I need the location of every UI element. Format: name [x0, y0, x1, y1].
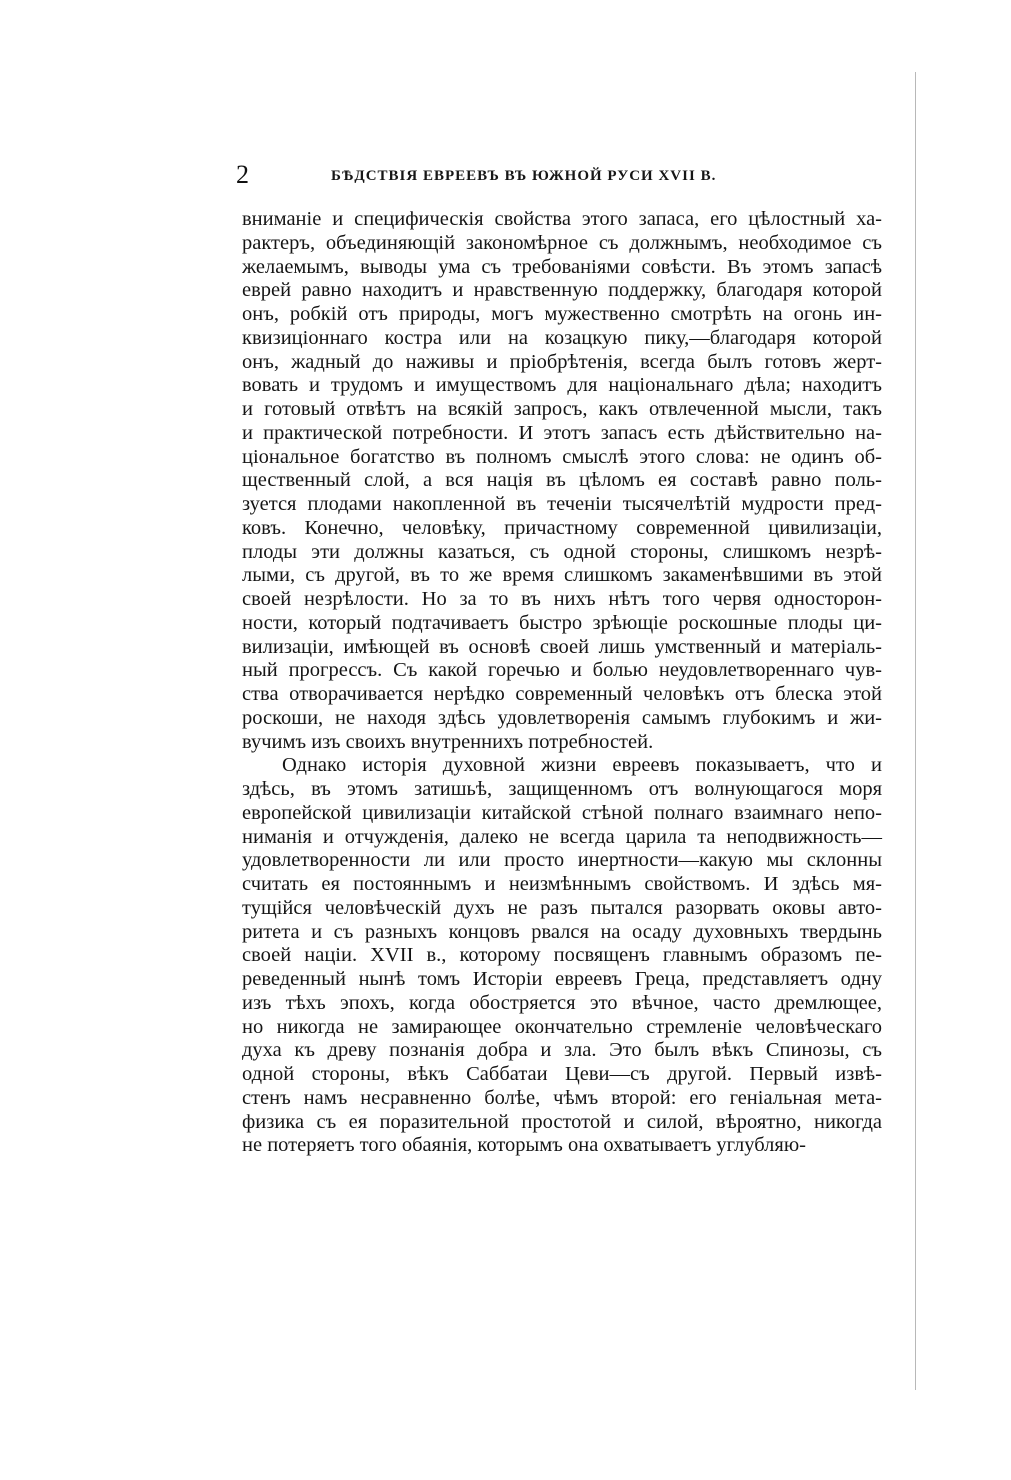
text-line: своей незрѣлости. Но за то въ нихъ нѣтъ того червя односторон- [242, 588, 882, 610]
text-line: роскоши, не находя здѣсь удовлетворенія самымъ глубокимъ и жи- [242, 706, 882, 729]
text-line: физика съ ея поразительной простотой и силой, вѣроятно, никогда [242, 1110, 882, 1133]
text-line: ства отворачивается нерѣдко современный человѣкъ отъ блеска этой [242, 683, 882, 705]
text-line: зуется плодами накопленной въ теченіи тысячелѣтій мудрости пред- [242, 493, 882, 515]
text-line: желаемымъ, выводы ума съ требованіями совѣсти. Въ этомъ запасѣ [242, 255, 882, 278]
text-line: реведенный нынѣ томъ Исторіи евреевъ Греца, представляетъ одну [242, 968, 882, 990]
text-line: и практической потребности. И этотъ запасъ есть дѣйствительно на- [242, 421, 882, 444]
text-line: еврей равно находитъ и нравственную поддержку, благодаря которой [242, 279, 882, 302]
text-line: считать ея постояннымъ и неизмѣннымъ свойствомъ. И здѣсь мя- [242, 873, 882, 895]
text-line: не потеряетъ того обаянія, которымъ она охватываетъ углубляю- [242, 1134, 806, 1157]
page-header [236, 160, 884, 190]
text-line: ціональное богатство въ полномъ смыслѣ этого слова: не одинъ об- [242, 445, 882, 468]
text-line: вилизаціи, имѣющей въ основѣ своей лишь умственный и матеріаль- [242, 635, 882, 658]
text-line: и готовый отвѣтъ на всякій запросъ, какъ отвлеченной мысли, такъ [242, 398, 882, 420]
text-line: онъ, жадный до наживы и пріобрѣтенія, всегда былъ готовъ жерт- [242, 350, 882, 373]
text-line: ный прогрессъ. Съ какой горечью и болью неудовлетвореннаго чув- [242, 659, 882, 682]
text-line: вниманіе и специфическія свойства этого запаса, его цѣлостный ха- [242, 208, 882, 230]
page-number: 2 [236, 160, 249, 189]
paragraph [242, 208, 882, 754]
text-line: ности, который подтачиваетъ быстро зрѣющіе роскошные плоды ци- [242, 611, 882, 634]
paragraph-container [242, 208, 882, 1158]
text-line: ниманія и отчужденія, далеко не всегда царила та неподвижность— [242, 825, 882, 848]
text-line: своей націи. XVII в., которому посвященъ главнымъ образомъ пе- [242, 944, 882, 967]
text-line: удовлетворенности ли или просто инертности—какую мы склонны [242, 849, 882, 872]
page-edge-line [915, 72, 916, 1390]
text-line: изъ тѣхъ эпохъ, когда обостряется это вѣчное, часто дремлющее, [242, 991, 882, 1014]
text-line: лыми, съ другой, въ то же время слишкомъ закаменѣвшими въ этой [242, 564, 882, 587]
text-line: ритета и съ разныхъ концовъ рвался на осаду духовныхъ твердынь [242, 920, 882, 943]
text-line: вучимъ изъ своихъ внутреннихъ потребностей. [242, 730, 654, 753]
text-line: вовать и трудомъ и имуществомъ для національнаго дѣла; находитъ [242, 374, 882, 397]
text-line: щественный слой, а вся нація въ цѣломъ ея составѣ равно поль- [242, 469, 882, 492]
text-line: европейской цивилизаціи китайской стѣной полнаго взаимнаго непо- [242, 801, 882, 824]
text-line: но никогда не замирающее окончательно стремленіе человѣческаго [242, 1015, 882, 1038]
running-head: БѢДСТВІЯ ЕВРЕЕВЪ ВЪ ЮЖНОЙ РУСИ XVII В. [331, 168, 717, 184]
text-line: плоды эти должны казаться, съ одной стороны, слишкомъ незрѣ- [242, 540, 882, 563]
body-text [242, 208, 882, 1158]
text-line: одной стороны, вѣкъ Саббатаи Цеви—съ другой. Первый извѣ- [242, 1063, 882, 1085]
text-line: стенъ намъ несравненно болѣе, чѣмъ второй: его геніальная мета- [242, 1086, 882, 1109]
text-line: ковъ. Конечно, человѣку, причастному современной цивилизаціи, [242, 516, 882, 539]
text-line: духа къ древу познанія добра и зла. Это былъ вѣкъ Спинозы, съ [242, 1039, 882, 1062]
text-line: здѣсь, въ этомъ затишьѣ, защищенномъ отъ волнующагося моря [242, 778, 882, 800]
text-line: онъ, робкій отъ природы, могъ мужественно смотрѣть на огонь ин- [242, 303, 882, 325]
text-line: рактеръ, объединяющій закономѣрное съ должнымъ, необходимое съ [242, 231, 882, 254]
paragraph [242, 754, 882, 1158]
text-line: тущійся человѣческій духъ не разъ пытался разорвать оковы авто- [242, 896, 882, 919]
text-line: Однако исторія духовной жизни евреевъ показываетъ, что и [282, 754, 882, 777]
text-line: квизиціоннаго костра или на козацкую пику,—благодаря которой [242, 326, 882, 349]
